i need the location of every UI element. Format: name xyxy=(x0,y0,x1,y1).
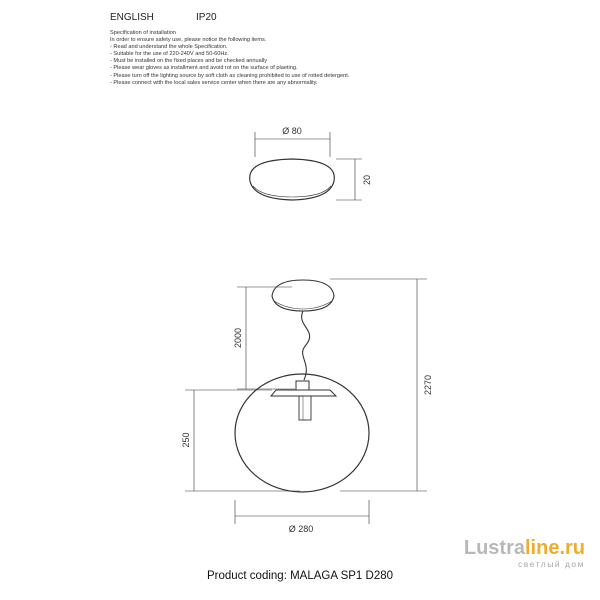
spec-item: - Please turn off the lighting source by soft cloth as cleaning prohibited to use of rotted detergent. xyxy=(110,72,350,79)
canopy-diameter-label: Ø 80 xyxy=(282,126,302,136)
spec-item: - Read and understand the whole Specification. xyxy=(110,44,228,51)
brand-name: Lustra xyxy=(463,537,525,559)
shade-diameter-label: Ø 280 xyxy=(288,524,314,534)
ip-rating: IP20 xyxy=(196,12,217,23)
spec-intro: In order to ensure safety use, please notice the following items. xyxy=(110,37,267,44)
brand-subtitle: светлый дом xyxy=(517,559,585,569)
watermark-logo xyxy=(455,538,585,569)
shade-height-label: 250 xyxy=(181,432,191,448)
cable xyxy=(302,311,310,380)
spec-item: - Must be installed on the fixed places and be checked annually xyxy=(110,58,268,65)
pendant-canopy xyxy=(272,280,334,311)
glass-shade xyxy=(235,374,369,492)
spec-item: - Please connect with the local sales service center when there are any abnormality. xyxy=(110,79,318,86)
language-label: ENGLISH xyxy=(110,12,154,23)
spec-item: - Suitable for the use of 220-240V and 50-60Hz. xyxy=(110,51,229,58)
lamp-holder xyxy=(271,381,336,420)
cable-length-label: 2000 xyxy=(233,327,243,349)
total-height-label: 2270 xyxy=(423,374,433,396)
product-coding: Product coding: MALAGA SP1 D280 xyxy=(206,570,394,582)
spec-title: Specification of installation xyxy=(110,30,176,36)
brand-domain: line.ru xyxy=(524,537,585,559)
canopy-top-view xyxy=(250,159,335,200)
canopy-height-label: 20 xyxy=(362,174,372,186)
spec-item: - Please wear gloves as installment and avoid rot on the surface of plaeting. xyxy=(110,65,298,72)
